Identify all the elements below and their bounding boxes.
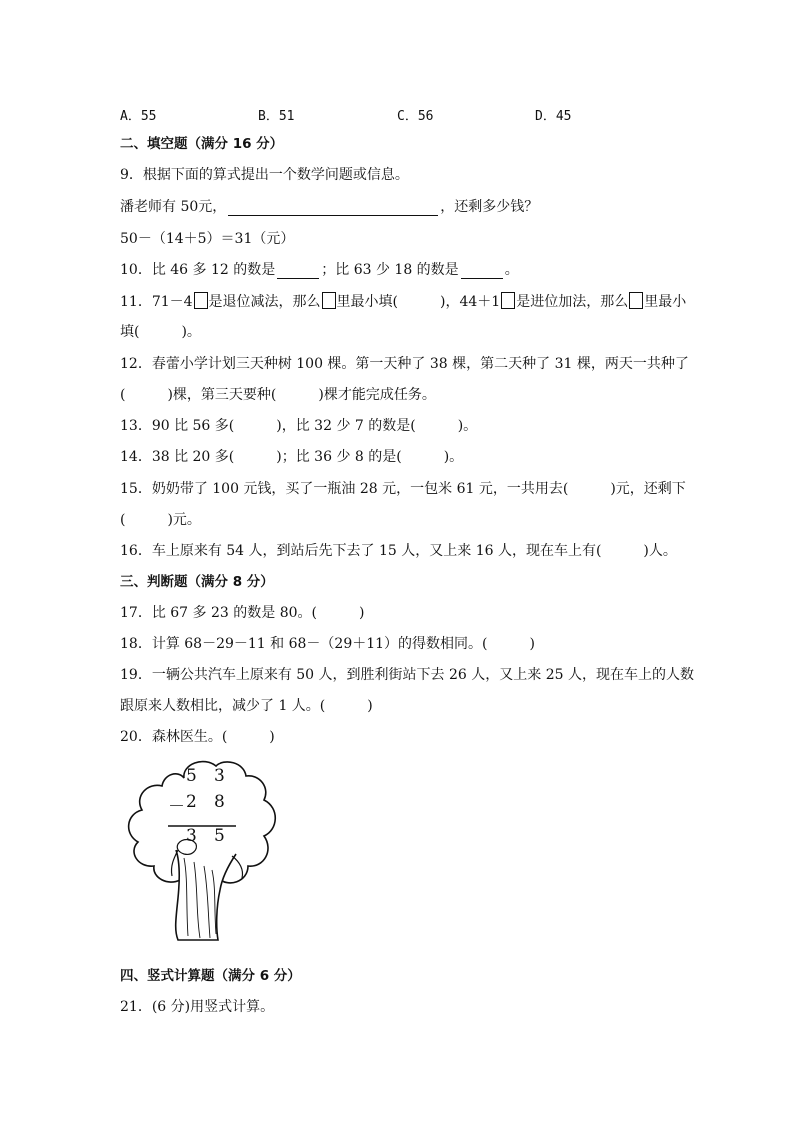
q12-text-c: )棵才能完成任务。 [318,387,436,403]
q9-answer-blank[interactable] [228,201,438,216]
question-11-line2 [120,323,201,341]
question-9-line [120,198,538,216]
calc-row1-tens: 5 [186,766,197,786]
q11-text-c: 里最小填( [336,294,399,310]
tree-illustration [124,758,284,944]
q11-text-a: 11．71－4 [120,294,193,310]
q18-text-a: 18．计算 68－29－11 和 68－（29＋11）的得数相同。( [120,636,488,652]
question-9-stem: 9．根据下面的算式提出一个数学问题或信息。 [120,167,409,183]
option-a[interactable]: A．55 [120,109,157,124]
q20-text-b: ) [269,729,275,745]
q10-blank-2[interactable] [461,264,503,279]
tree-drawing-icon [124,758,284,944]
option-d[interactable]: D．45 [535,109,572,124]
q11-text-e: 是进位加法，那么 [516,294,629,310]
q9-text-b: ，还剩多少钱？ [440,199,539,215]
q15-line2-a: ( [120,512,126,528]
q18-text-b: ) [529,636,535,652]
question-9-formula: 50－（14＋5）＝31（元） [120,231,295,247]
q13-text-c: )。 [457,418,478,434]
calc-row2-ones: 8 [214,792,225,812]
question-16 [120,542,677,560]
calc-row3-ones: 5 [214,826,225,846]
question-20 [120,728,275,746]
q9-text-a: 潘老师有 50元， [120,199,227,215]
q13-text-a: 13．90 比 56 多( [120,418,235,434]
calc-row3-tens: 3 [186,826,197,846]
section-title-fill-in: 二、填空题（满分 16 分） [120,136,284,152]
q11-line2-a: 填( [120,324,140,340]
q11-text-b: 是退位减法，那么 [208,294,321,310]
question-17 [120,604,364,622]
q14-text-a: 14．38 比 20 多( [120,449,235,465]
question-19-line2 [120,697,373,715]
q11-box-1[interactable] [194,292,208,309]
q10-text-b: ；比 63 少 18 的数是 [321,262,459,278]
q13-text-b: )，比 32 少 7 的数是( [276,418,416,434]
section-title-vertical-calc: 四、竖式计算题（满分 6 分） [120,968,301,984]
q19-text-b: ) [367,698,373,714]
q15-line2-b: )元。 [167,512,201,528]
calc-row2-tens: 2 [186,792,197,812]
q19-text-a: 跟原来人数相比，减少了 1 人。( [120,698,326,714]
q14-text-b: )；比 36 少 8 的是( [276,449,402,465]
calc-row1-ones: 3 [214,766,225,786]
q17-text-b: ) [358,605,365,621]
q12-text-a: ( [120,387,126,403]
q12-text-b: )棵，第三天要种( [167,387,277,403]
q11-box-2 [322,292,336,309]
question-13 [120,417,477,435]
q11-text-f: 里最小 [644,294,687,310]
q17-text-a: 17．比 67 多 23 的数是 80。( [120,605,317,621]
question-19-line1: 19．一辆公共汽车上原来有 50 人，到胜利街站下去 26 人，又上来 25 人，现在车上的人数 [120,667,694,683]
question-15-line1 [120,480,686,498]
calc-operator: － [168,797,185,817]
question-18 [120,635,535,653]
q11-line2-b: )。 [181,324,201,340]
q15-text-a: 15．奶奶带了 100 元钱，买了一瓶油 28 元，一包米 61 元，一共用去( [120,481,569,497]
q14-text-c: )。 [443,449,464,465]
q16-text-a: 16．车上原来有 54 人，到站后先下去了 15 人，又上来 16 人，现在车上有( [120,543,602,559]
question-11-line1 [120,292,686,311]
q15-text-b: )元，还剩下 [610,481,686,497]
question-21: 21．(6 分)用竖式计算。 [120,999,275,1015]
q10-text-a: 10．比 46 多 12 的数是 [120,262,276,278]
q11-text-d: )，44＋1 [440,294,501,310]
q11-box-4 [629,292,643,309]
section-title-judgement: 三、判断题（满分 8 分） [120,574,274,590]
q20-text-a: 20．森林医生。( [120,729,228,745]
question-12-line1: 12．春蕾小学计划三天种树 100 棵。第一天种了 38 棵，第二天种了 31 棵，两天一共种了 [120,356,689,372]
question-12-line2 [120,386,436,404]
q11-box-3[interactable] [501,292,515,309]
q16-text-b: )人。 [643,543,677,559]
question-10 [120,261,519,279]
option-c[interactable]: C．56 [397,109,434,124]
option-b[interactable]: B．51 [258,109,295,124]
question-15-line2 [120,511,201,529]
question-14 [120,448,463,466]
q10-text-c: 。 [504,262,519,278]
q10-blank-1[interactable] [277,264,319,279]
